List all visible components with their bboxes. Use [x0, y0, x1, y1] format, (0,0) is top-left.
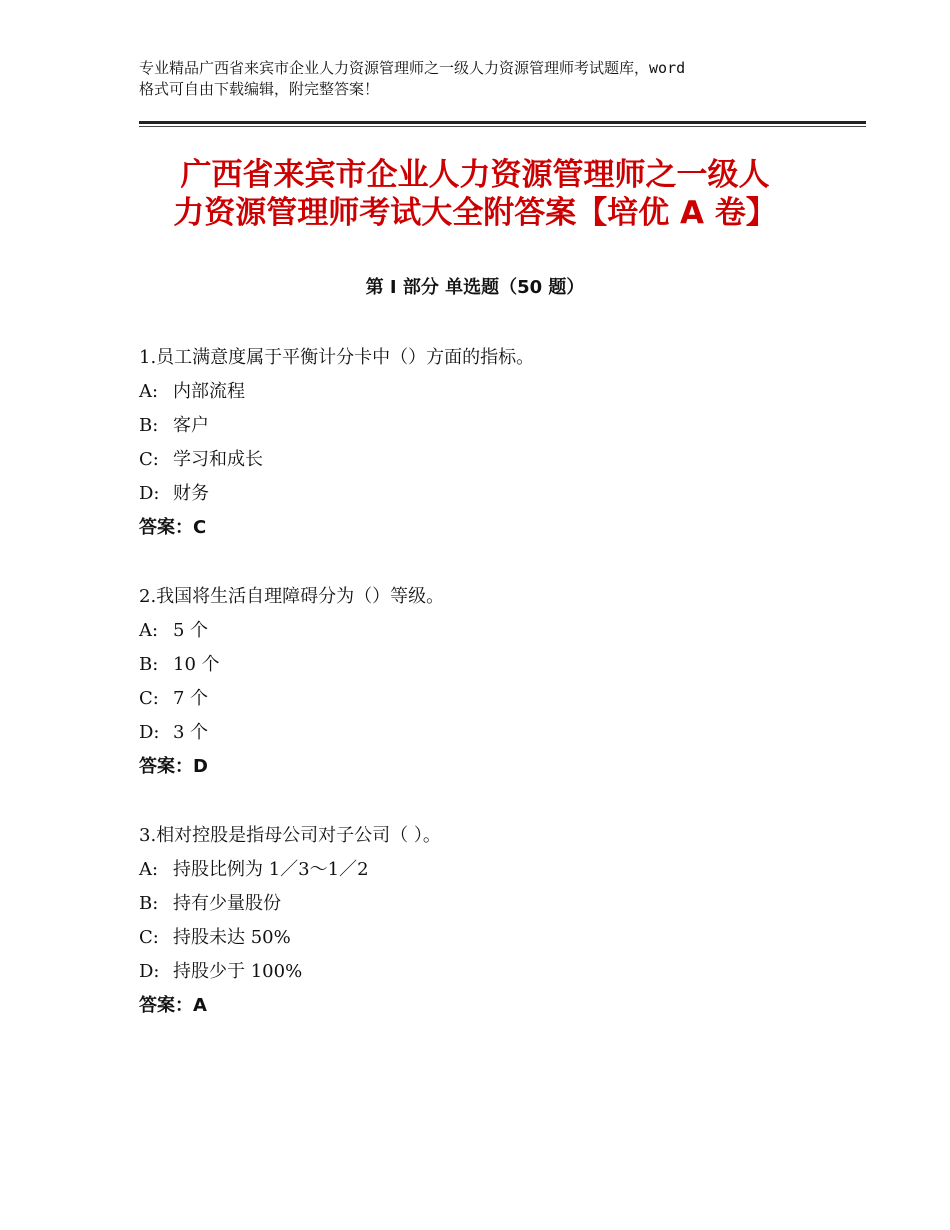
question-stem: 1.员工满意度属于平衡计分卡中（）方面的指标。: [139, 347, 535, 368]
option-b: [139, 409, 859, 443]
option-key: B:: [139, 654, 159, 675]
option-a: [139, 614, 859, 648]
question-3: [139, 819, 859, 1023]
option-text: 持股未达 50%: [173, 927, 291, 948]
option-d: [139, 716, 859, 750]
option-text: 客户: [173, 415, 209, 436]
answer-label: 答案：A: [139, 995, 207, 1016]
option-text: 7 个: [173, 688, 209, 709]
question-stem: 2.我国将生活自理障碍分为（）等级。: [139, 586, 445, 607]
option-a: [139, 375, 859, 409]
option-key: D:: [139, 961, 160, 982]
document-title-line-1: 广西省来宾市企业人力资源管理师之一级人: [180, 157, 770, 193]
answer-label: 答案：C: [139, 517, 207, 538]
option-c: [139, 443, 859, 477]
option-text: 3 个: [173, 722, 209, 743]
option-b: [139, 648, 859, 682]
question-1: [139, 341, 859, 545]
option-text: 学习和成长: [173, 449, 263, 470]
option-key: B:: [139, 415, 159, 436]
option-key: A:: [139, 859, 159, 880]
question-stem: 3.相对控股是指母公司对子公司（ ）。: [139, 825, 441, 846]
header-note-line-1: 专业精品广西省来宾市企业人力资源管理师之一级人力资源管理师考试题库，word: [139, 59, 686, 77]
option-d: [139, 955, 859, 989]
option-text: 持股比例为 1／3～1／2: [173, 859, 369, 880]
header-divider-thin: [139, 126, 866, 127]
option-b: [139, 887, 859, 921]
header-note-line-2: 格式可自由下载编辑，附完整答案！: [139, 80, 380, 98]
option-a: [139, 853, 859, 887]
answer-label: 答案：D: [139, 756, 208, 777]
option-key: A:: [139, 620, 159, 641]
document-title: [90, 156, 860, 232]
document-title-line-2: 力资源管理师考试大全附答案【培优 A 卷】: [173, 195, 777, 231]
option-key: A:: [139, 381, 159, 402]
option-c: [139, 682, 859, 716]
option-c: [139, 921, 859, 955]
option-key: D:: [139, 722, 160, 743]
option-key: B:: [139, 893, 159, 914]
section-heading: 第 I 部分 单选题（50 题）: [365, 277, 585, 298]
question-2: [139, 580, 859, 784]
header-divider-thick: [139, 121, 866, 124]
option-text: 内部流程: [173, 381, 245, 402]
option-key: C:: [139, 449, 159, 470]
option-text: 持有少量股份: [173, 893, 281, 914]
header-note: [139, 58, 839, 100]
option-d: [139, 477, 859, 511]
option-key: D:: [139, 483, 160, 504]
option-text: 10 个: [173, 654, 220, 675]
option-text: 财务: [173, 483, 209, 504]
option-text: 持股少于 100%: [173, 961, 303, 982]
option-key: C:: [139, 927, 159, 948]
option-text: 5 个: [173, 620, 209, 641]
option-key: C:: [139, 688, 159, 709]
